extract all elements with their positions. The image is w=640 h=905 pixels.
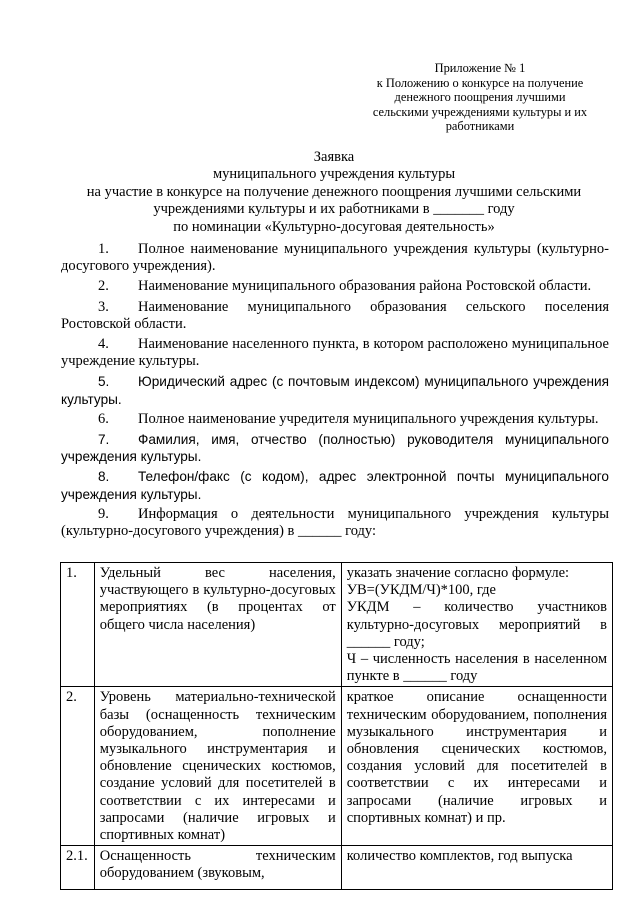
value-cell xyxy=(341,563,612,687)
item-text: Наименование муниципального образования района Ростовской области. xyxy=(138,278,592,295)
appendix-line: работниками xyxy=(445,119,515,134)
item-text: Наименование муниципального образования сельского поселения Ростовской области. xyxy=(61,298,609,332)
title-line: на участие в конкурсе на получение денежного поощрения лучшими сельскими xyxy=(86,183,582,200)
value-line: указать значение согласно формуле: xyxy=(346,565,570,581)
list-item xyxy=(61,299,609,333)
item-text: Наименование населенного пункта, в котором расположено муниципальное учреждение культуры. xyxy=(61,336,609,370)
item-number: 1. xyxy=(98,241,109,257)
item-text: Фамилия, имя, отчество (полностью) руководителя муниципального учреждения культуры. xyxy=(61,432,609,465)
value-line: Ч – численность населения в населенном пункте в ______ году xyxy=(346,651,607,685)
item-text: Полное наименование муниципального учреждения культуры (культурно-досугового учреждения). xyxy=(61,241,609,275)
appendix-line: к Положению о конкурсе на получение xyxy=(376,75,584,90)
document-title xyxy=(60,149,608,236)
title-line: по номинации «Культурно-досуговая деятельность» xyxy=(173,218,495,235)
row-number: 2. xyxy=(61,687,95,846)
table-row xyxy=(61,846,613,890)
item-text: Телефон/факс (с кодом), адрес электронной почты муниципального учреждения культуры. xyxy=(61,469,609,502)
item-number: 3. xyxy=(98,298,109,315)
value-cell: краткое описание оснащенности техническим оборудованием, пополнения музыкального инструментария и обновления сценических костюмов, создания условий для посетителей в соответствии с их интересами и запросами (наличие игровых и спортивных комнат) и пр. xyxy=(341,687,612,846)
activity-info-table xyxy=(60,562,613,890)
value-cell xyxy=(341,846,612,890)
list-item xyxy=(61,468,609,502)
criterion-cell: Уровень материально-технической базы (оснащенность техническим оборудованием, пополнение музыкального инструментария и обновление сценических костюмов, создание условий для посетителей в соответствии с их интересами и запросами (наличие игровых и спортивных комнат) xyxy=(94,687,341,846)
list-item xyxy=(61,373,609,407)
item-number: 8. xyxy=(98,469,110,485)
value-line: УКДМ – количество участников культурно-досуговых мероприятий в ______ году; xyxy=(346,599,607,650)
list-item xyxy=(61,241,609,275)
title-line: учреждениями культуры и их работниками в _______ году xyxy=(153,201,515,218)
item-number: 7. xyxy=(98,432,110,448)
appendix-header xyxy=(360,61,600,134)
item-number: 9. xyxy=(98,505,109,522)
criterion-cell xyxy=(94,846,341,890)
list-item xyxy=(61,336,609,370)
item-number: 6. xyxy=(98,410,109,427)
application-items xyxy=(61,241,609,540)
item-text: Полное наименование учредителя муниципального учреждения культуры. xyxy=(138,410,599,427)
criterion-cell: Удельный вес населения, участвующего в культурно-досуговых мероприятиях (в процентах от общего числа населения) xyxy=(94,563,341,687)
value-text: количество комплектов, год выпуска xyxy=(346,848,573,865)
row-number: 1. xyxy=(61,563,95,687)
appendix-line: сельскими учреждениями культуры и их xyxy=(372,104,588,119)
table-row xyxy=(61,687,613,846)
title-line: муниципального учреждения культуры xyxy=(212,166,456,183)
item-number: 2. xyxy=(98,278,109,295)
table-row xyxy=(61,563,613,687)
item-number: 4. xyxy=(98,336,109,353)
value-line: УВ=(УКДМ/Ч)*100, где xyxy=(346,582,496,599)
item-text: Юридический адрес (с почтовым индексом) муниципального учреждения культуры. xyxy=(61,374,609,407)
list-item xyxy=(61,278,609,295)
list-item xyxy=(61,506,609,540)
row-number: 2.1. xyxy=(61,846,95,890)
appendix-line: денежного поощрения лучшими xyxy=(394,90,566,105)
item-number: 5. xyxy=(98,374,110,390)
appendix-line: Приложение № 1 xyxy=(434,61,526,75)
title-line: Заявка xyxy=(313,149,355,165)
criterion-text: Оснащенность техническим оборудованием (звуковым, xyxy=(99,848,336,882)
list-item xyxy=(61,431,609,465)
list-item xyxy=(61,411,609,428)
item-text: Информация о деятельности муниципального учреждения культуры (культурно-досугового учреждения) в ______ году: xyxy=(61,505,609,540)
